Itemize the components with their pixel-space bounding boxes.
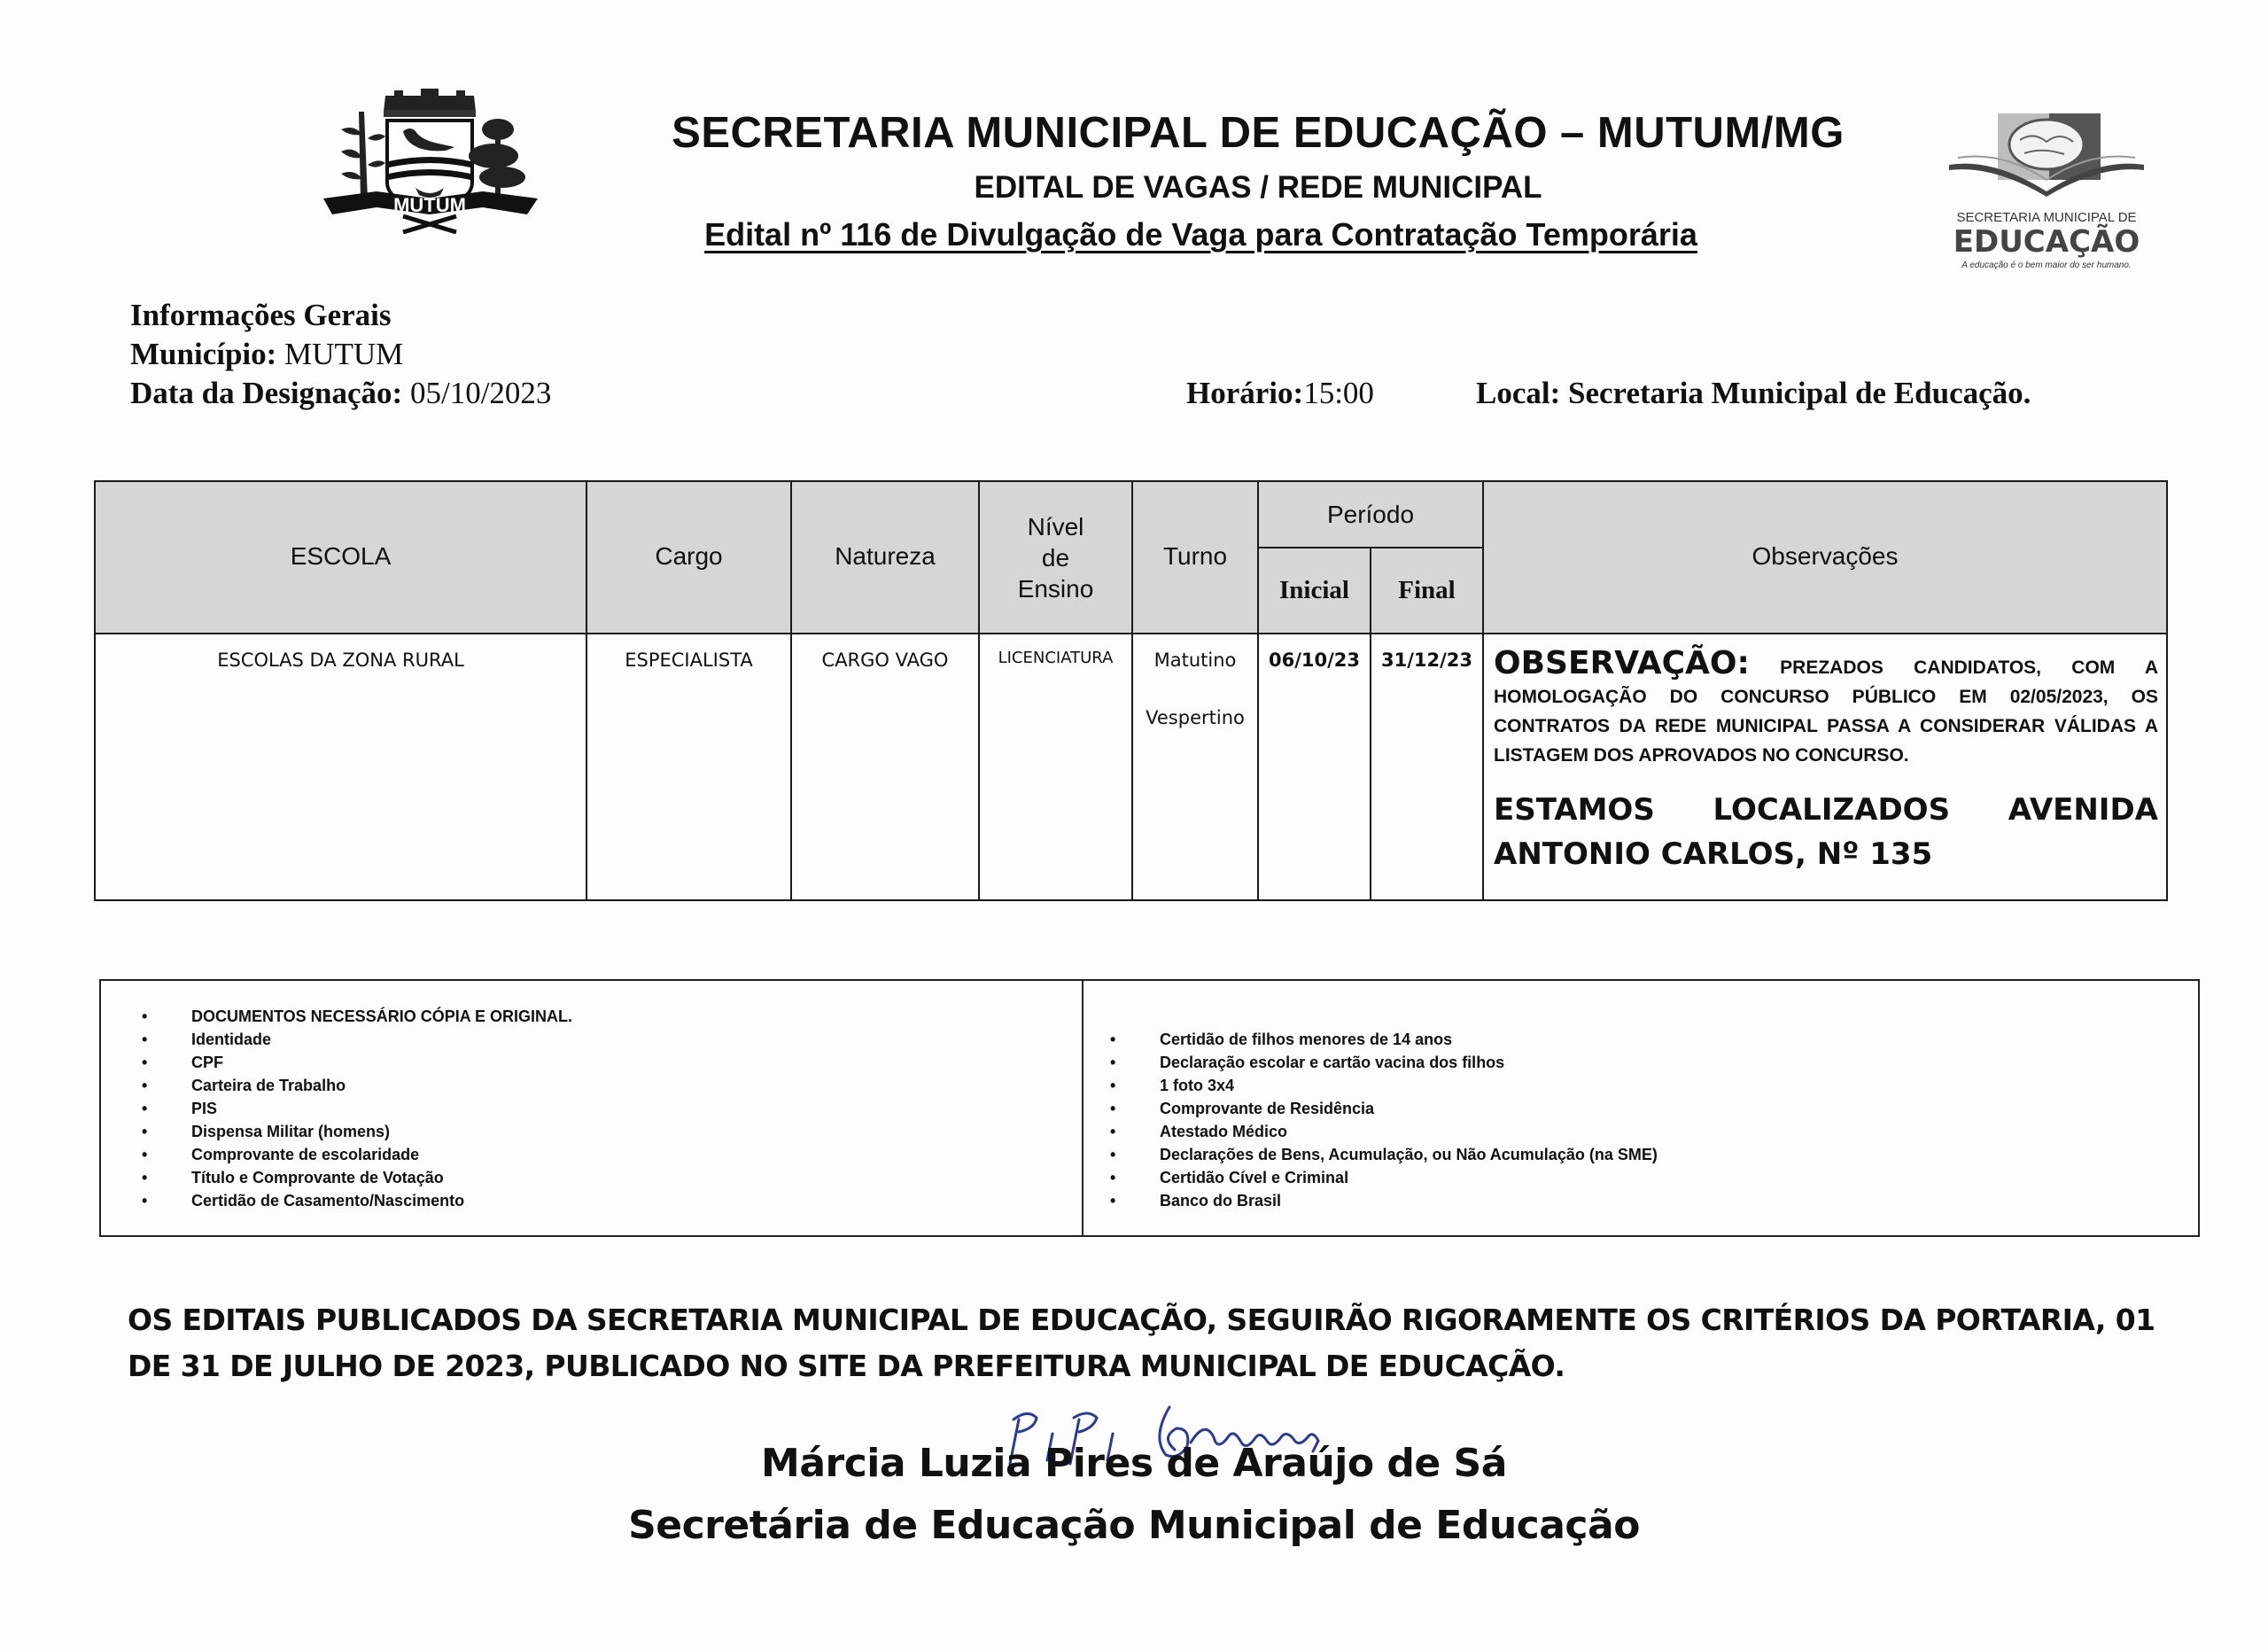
page-title: SECRETARIA MUNICIPAL DE EDUCAÇÃO – MUTUM/MG: [672, 109, 1845, 157]
header-inicial: Inicial: [1279, 576, 1349, 604]
header-nivel-line: Ensino: [1017, 575, 1094, 603]
list-item: PIS: [191, 1100, 218, 1117]
bullet-icon: •: [1110, 1146, 1116, 1163]
footer-notice-line-2: DE 31 DE JULHO DE 2023, PUBLICADO NO SITE DA PREFEITURA MUNICIPAL DE EDUCAÇÃO.: [128, 1349, 1565, 1383]
list-item: Título e Comprovante de Votação: [191, 1169, 444, 1186]
cell-escola: ESCOLAS DA ZONA RURAL: [217, 649, 464, 671]
header-nivel-ensino: [980, 511, 1131, 604]
bullet-icon: •: [142, 1169, 148, 1186]
header-nivel-line: de: [1041, 544, 1070, 572]
cell-observacoes: [1494, 645, 2158, 876]
page-subtitle: EDITAL DE VAGAS / REDE MUNICIPAL: [974, 170, 1542, 205]
header-final: Final: [1398, 576, 1456, 604]
list-item: CPF: [191, 1054, 223, 1071]
svg-text:SECRETARIA MUNICIPAL DE: SECRETARIA MUNICIPAL DE: [1956, 210, 2137, 225]
cell-natureza: CARGO VAGO: [821, 649, 949, 671]
cell-turno-vespertino: Vespertino: [1146, 707, 1245, 728]
header-natureza: Natureza: [835, 542, 936, 570]
header-periodo: Período: [1326, 501, 1415, 528]
table-border-right: [2166, 480, 2168, 901]
list-item: Atestado Médico: [1160, 1123, 1288, 1140]
svg-text:A educação é o bem maior do se: A educação é o bem maior do ser humano.: [1961, 261, 2132, 270]
bullet-icon: •: [1110, 1100, 1116, 1117]
info-municipio: Município: MUTUM: [130, 337, 404, 371]
header-cargo: Cargo: [655, 542, 723, 570]
header-observacoes: Observações: [1751, 542, 1899, 570]
bullet-icon: •: [142, 1192, 148, 1210]
brain-book-logo-icon: [1922, 105, 2153, 282]
cell-nivel: LICENCIATURA: [998, 649, 1114, 667]
list-item: Carteira de Trabalho: [191, 1077, 346, 1094]
bullet-icon: •: [142, 1077, 148, 1094]
list-item: Banco do Brasil: [1160, 1192, 1282, 1210]
municipal-coat-of-arms: [306, 85, 554, 234]
header-escola: ESCOLA: [290, 542, 392, 570]
cell-turno-matutino: Matutino: [1153, 649, 1237, 671]
bullet-icon: •: [142, 1031, 148, 1048]
bullet-icon: •: [1110, 1169, 1116, 1186]
list-item: Certidão de filhos menores de 14 anos: [1160, 1031, 1453, 1048]
header-nivel-line: Nível: [1027, 513, 1084, 541]
list-item: 1 foto 3x4: [1160, 1077, 1235, 1094]
list-item: Certidão de Casamento/Nascimento: [191, 1192, 465, 1210]
list-item: Declaração escolar e cartão vacina dos filhos: [1160, 1054, 1505, 1071]
observation-address: ESTAMOS LOCALIZADOS AVENIDA ANTONIO CARLOS, Nº 135: [1494, 792, 2158, 872]
info-horario: Horário:15:00: [1186, 376, 1374, 410]
list-item: Identidade: [191, 1031, 272, 1048]
coat-of-arms-icon: [306, 85, 554, 234]
local-value: Secretaria Municipal de Educação.: [1568, 376, 2031, 410]
bullet-icon: •: [1110, 1031, 1116, 1048]
list-item: Comprovante de escolaridade: [191, 1146, 420, 1163]
bullet-icon: •: [1110, 1054, 1116, 1071]
bullet-icon: •: [142, 1123, 148, 1140]
info-local: Local: Secretaria Municipal de Educação.: [1476, 376, 2031, 410]
cell-inicial: 06/10/23: [1268, 649, 1360, 671]
svg-text:MUTUM: MUTUM: [393, 194, 466, 216]
cell-cargo: ESPECIALISTA: [625, 649, 753, 671]
horario-value: 15:00: [1303, 376, 1374, 410]
col-divider: [1257, 480, 1259, 901]
signer-name: Márcia Luzia Pires de Araújo de Sá: [761, 1441, 1507, 1486]
bullet-icon: •: [142, 1054, 148, 1071]
bullet-icon: •: [142, 1007, 148, 1025]
observation-body: PREZADOS CANDIDATOS, COM A HOMOLOGAÇÃO DO CONCURSO PÚBLICO EM 02/05/2023, OS CONTRATOS DA REDE MUNICIPAL PASSA A CONSIDERAR VÁLIDAS A LISTAGEM DOS APROVADOS NO CONCURSO.: [1494, 657, 2158, 766]
signer-role: Secretária de Educação Municipal de Educação: [628, 1503, 1640, 1548]
bullet-icon: •: [1110, 1192, 1116, 1210]
list-item: Declarações de Bens, Acumulação, ou Não Acumulação (na SME): [1160, 1146, 1658, 1163]
observation-title: OBSERVAÇÃO:: [1494, 645, 1750, 681]
footer-notice-line-1: OS EDITAIS PUBLICADOS DA SECRETARIA MUNICIPAL DE EDUCAÇÃO, SEGUIRÃO RIGORAMENTE OS CRITÉRIOS DA PORTARIA, 01: [128, 1303, 2155, 1337]
bullet-icon: •: [1110, 1077, 1116, 1094]
education-secretariat-logo: [1922, 105, 2153, 282]
list-item: Dispensa Militar (homens): [191, 1123, 391, 1140]
edital-heading: Edital nº 116 de Divulgação de Vaga para Contratação Temporária: [704, 216, 1697, 253]
info-data-designacao: Data da Designação: 05/10/2023: [130, 376, 552, 410]
svg-text:EDUCAÇÃO: EDUCAÇÃO: [1953, 224, 2140, 260]
header-turno: Turno: [1162, 542, 1228, 570]
list-item: Comprovante de Residência: [1160, 1100, 1375, 1117]
municipio-value: MUTUM: [284, 337, 404, 371]
bullet-icon: •: [142, 1100, 148, 1117]
documents-column-divider: [1082, 979, 1084, 1237]
bullet-icon: •: [142, 1146, 148, 1163]
data-value: 05/10/2023: [409, 376, 552, 410]
bullet-icon: •: [1110, 1123, 1116, 1140]
cell-final: 31/12/23: [1380, 649, 1472, 671]
list-item: Certidão Cível e Criminal: [1160, 1169, 1349, 1186]
list-item: DOCUMENTOS NECESSÁRIO CÓPIA E ORIGINAL.: [191, 1007, 573, 1025]
observation-text: [1494, 645, 2158, 770]
info-heading: Informações Gerais: [130, 298, 392, 332]
